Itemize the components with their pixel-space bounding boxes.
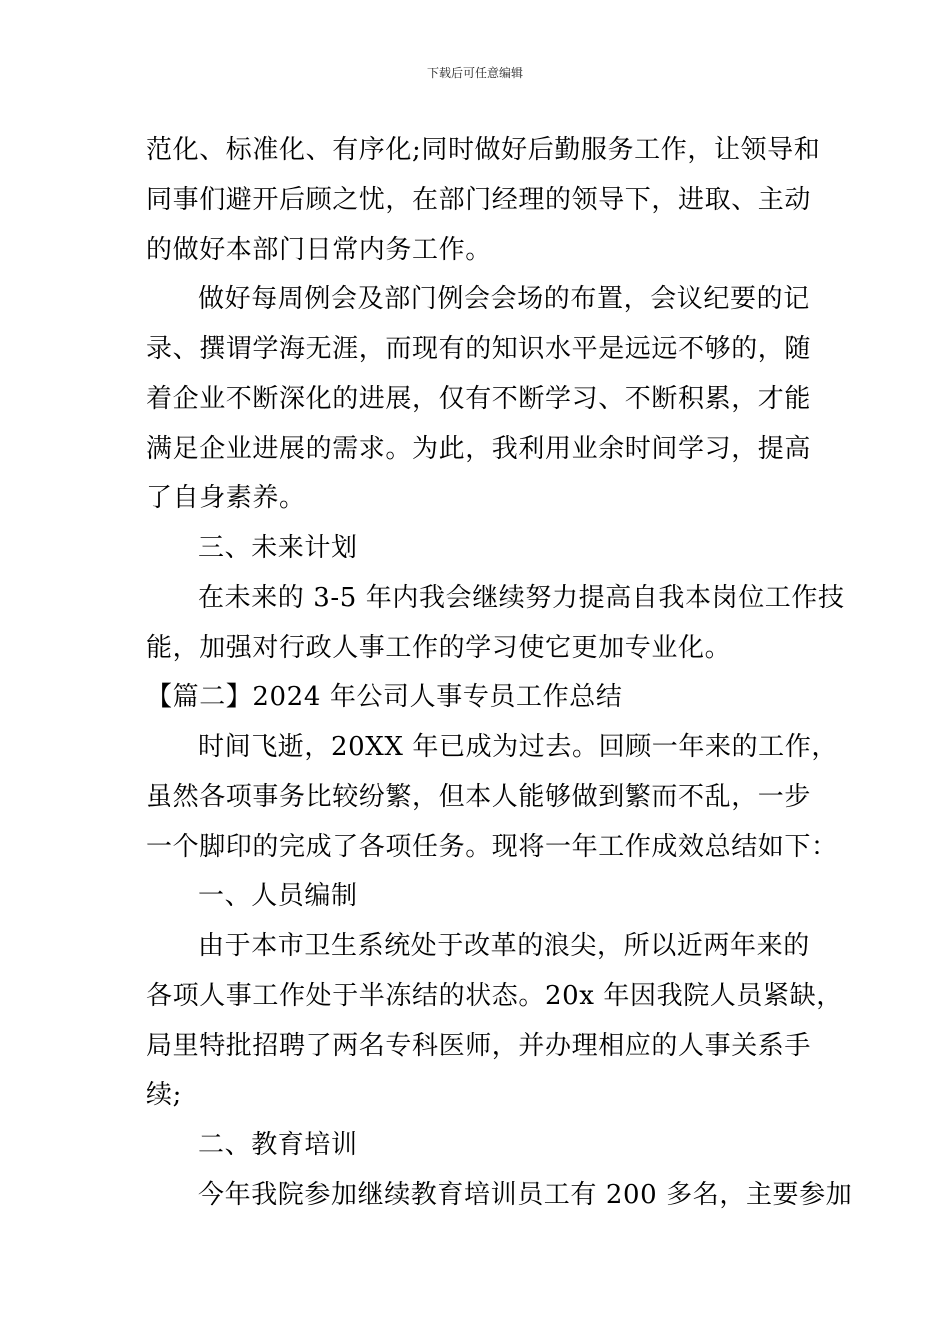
section-heading: 二、教育培训 bbox=[198, 1130, 358, 1160]
paragraph-line: 满足企业进展的需求。为此，我利用业余时间学习，提高 bbox=[146, 434, 812, 464]
section-heading: 三、未来计划 bbox=[198, 533, 358, 563]
paragraph-line: 能，加强对行政人事工作的学习使它更加专业化。 bbox=[146, 633, 732, 663]
paragraph-line: 录、撰谓学海无涯，而现有的知识水平是远远不够的，随 bbox=[146, 334, 812, 364]
paragraph-line: 局里特批招聘了两名专科医师，并办理相应的人事关系手 bbox=[146, 1031, 812, 1061]
paragraph-line: 在未来的 3-5 年内我会继续努力提高自我本岗位工作技 bbox=[198, 583, 845, 613]
paragraph-line: 做好每周例会及部门例会会场的布置，会议纪要的记 bbox=[198, 284, 810, 314]
page-header: 下载后可任意编辑 bbox=[426, 66, 523, 80]
article-title: 【篇二】2024 年公司人事专员工作总结 bbox=[146, 682, 623, 712]
paragraph-line: 同事们避开后顾之忧，在部门经理的领导下，进取、主动 bbox=[146, 185, 812, 215]
paragraph-line: 时间飞逝，20XX 年已成为过去。回顾一年来的工作， bbox=[198, 732, 838, 762]
paragraph-line: 的做好本部门日常内务工作。 bbox=[146, 235, 492, 265]
section-heading: 一、人员编制 bbox=[198, 881, 358, 911]
paragraph-line: 今年我院参加继续教育培训员工有 200 多名，主要参加 bbox=[198, 1180, 853, 1210]
paragraph-line: 各项人事工作处于半冻结的状态。20x 年因我院人员紧缺， bbox=[146, 981, 843, 1011]
paragraph-line: 了自身素养。 bbox=[146, 483, 306, 513]
paragraph-line: 续; bbox=[146, 1080, 182, 1110]
paragraph-line: 范化、标准化、有序化;同时做好后勤服务工作，让领导和 bbox=[146, 135, 821, 165]
paragraph-line: 由于本市卫生系统处于改革的浪尖，所以近两年来的 bbox=[198, 931, 810, 961]
paragraph-line: 一个脚印的完成了各项任务。现将一年工作成效总结如下： bbox=[146, 832, 838, 862]
paragraph-line: 着企业不断深化的进展，仅有不断学习、不断积累，才能 bbox=[146, 384, 812, 414]
paragraph-line: 虽然各项事务比较纷繁，但本人能够做到繁而不乱，一步 bbox=[146, 782, 812, 812]
